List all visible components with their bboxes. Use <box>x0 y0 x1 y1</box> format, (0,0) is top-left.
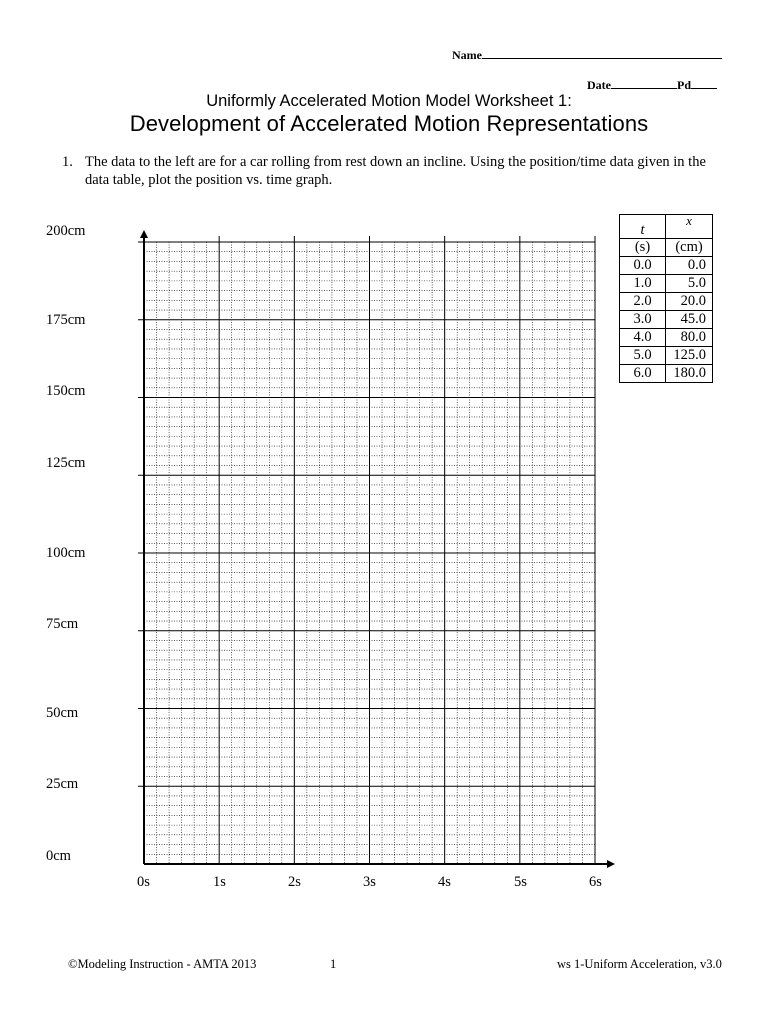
table-row <box>620 329 713 347</box>
y-tick-label: 100cm <box>46 545 86 561</box>
x-tick-label: 2s <box>288 874 301 890</box>
x-tick-label: 3s <box>363 874 376 890</box>
pd-label: Pd <box>677 78 692 92</box>
y-tick-label: 50cm <box>46 705 79 721</box>
footer-version: ws 1-Uniform Acceleration, v3.0 <box>557 957 722 971</box>
y-axis-arrow-icon <box>140 230 148 238</box>
t-unit: (s) <box>620 239 666 257</box>
table-row <box>620 293 713 311</box>
x-tick-label: 4s <box>438 874 451 890</box>
table-row <box>620 365 713 383</box>
worksheet-title: Development of Accelerated Motion Representations <box>129 111 649 136</box>
footer-copyright: ©Modeling Instruction - AMTA 2013 <box>68 957 257 971</box>
y-tick-label: 0cm <box>46 848 71 864</box>
table-row <box>620 257 713 275</box>
question-text: The data to the left are for a car rolling from rest down an incline. Using the position/time data given in the data table, plot the position vs. time graph. <box>85 154 706 188</box>
table-row <box>620 311 713 329</box>
y-tick-label: 175cm <box>46 312 86 328</box>
x-tick-label: 6s <box>589 874 602 890</box>
y-tick-label: 75cm <box>46 616 79 632</box>
t-cell: 4.0 <box>620 329 666 347</box>
x-cell: 80.0 <box>666 329 713 347</box>
t-cell: 3.0 <box>620 311 666 329</box>
x-tick-label: 1s <box>213 874 226 890</box>
y-tick-label: 200cm <box>46 223 86 239</box>
x-axis-arrow-icon <box>607 860 615 868</box>
t-cell: 1.0 <box>620 275 666 293</box>
x-cell: 180.0 <box>666 365 713 383</box>
table-row <box>620 275 713 293</box>
y-tick-label: 150cm <box>46 383 86 399</box>
table-row <box>620 347 713 365</box>
t-cell: 0.0 <box>620 257 666 275</box>
x-tick-label: 5s <box>514 874 527 890</box>
x-cell: 5.0 <box>666 275 713 293</box>
x-cell: 45.0 <box>666 311 713 329</box>
x-cell: 20.0 <box>666 293 713 311</box>
date-label: Date <box>587 78 611 92</box>
t-cell: 2.0 <box>620 293 666 311</box>
x-header: x <box>666 215 713 239</box>
x-unit: (cm) <box>666 239 713 257</box>
x-cell: 0.0 <box>666 257 713 275</box>
x-cell: 125.0 <box>666 347 713 365</box>
footer-page-number: 1 <box>330 957 337 971</box>
y-tick-label: 125cm <box>46 455 86 471</box>
table-header-row <box>620 215 713 239</box>
axes <box>140 230 615 868</box>
question-number: 1. <box>62 154 73 170</box>
data-table <box>619 214 713 383</box>
x-tick-label: 0s <box>137 874 150 890</box>
t-cell: 6.0 <box>620 365 666 383</box>
t-header: t <box>620 215 666 239</box>
table-unit-row <box>620 239 713 257</box>
y-tick-label: 25cm <box>46 776 79 792</box>
t-cell: 5.0 <box>620 347 666 365</box>
name-label: Name <box>452 48 482 62</box>
worksheet-subtitle: Uniformly Accelerated Motion Model Worksheet 1: <box>206 92 572 110</box>
